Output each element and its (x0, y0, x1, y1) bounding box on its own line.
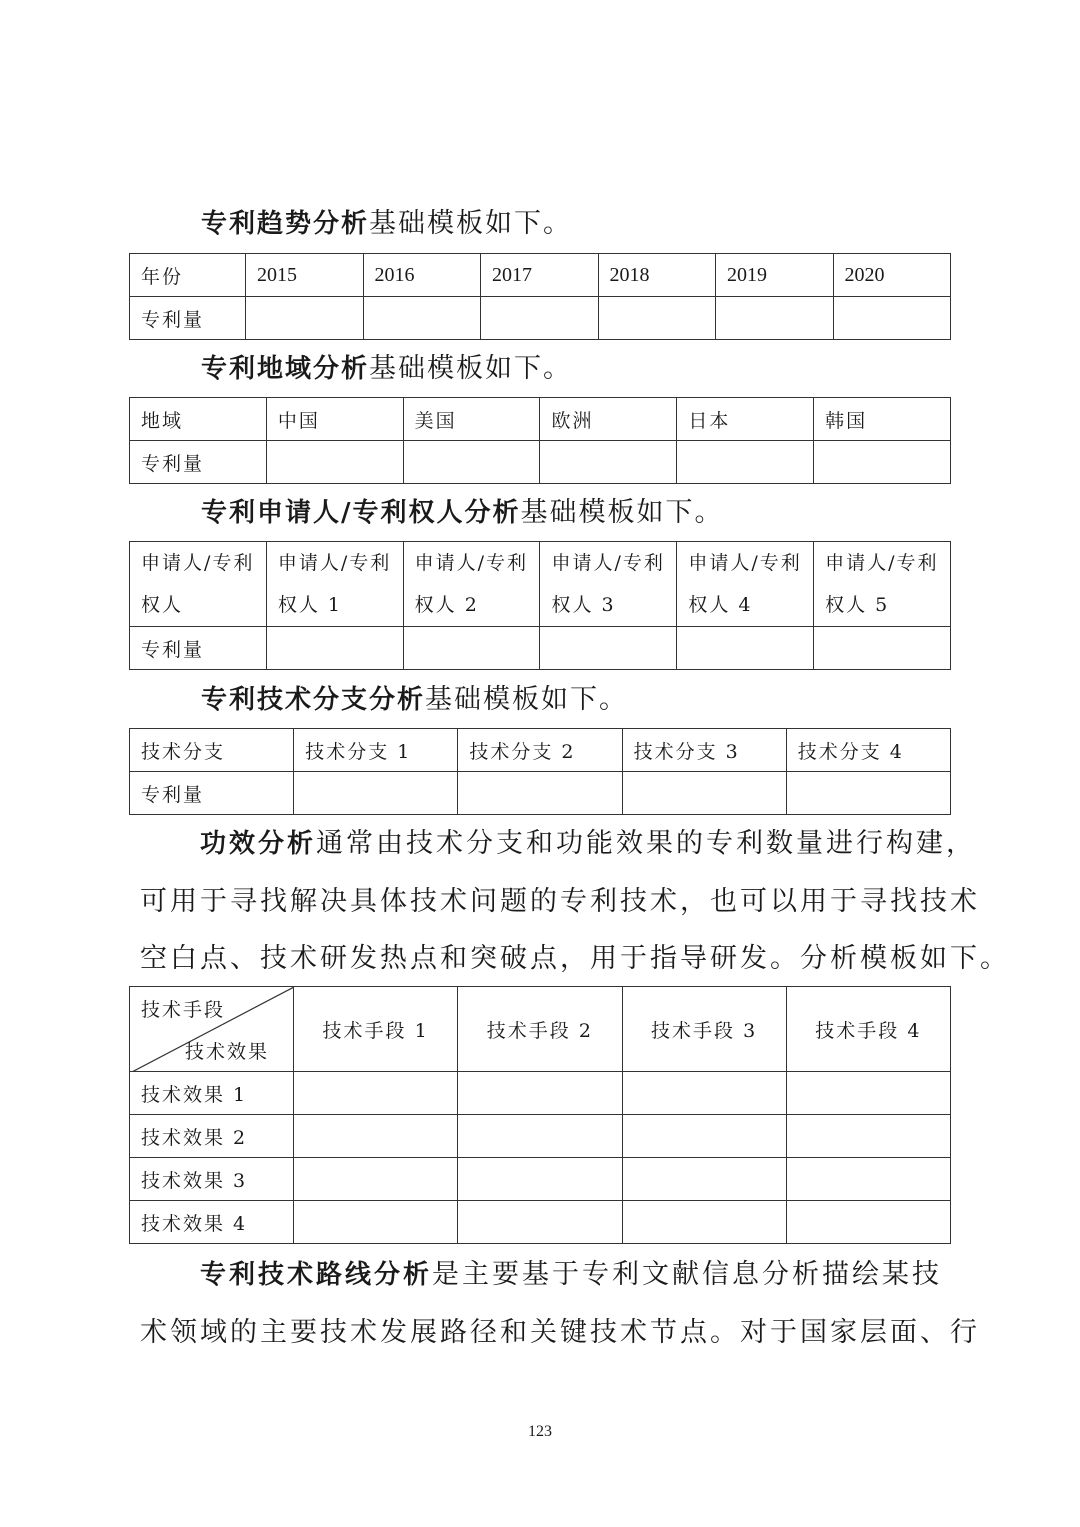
table-cell: 技术分支 2 (458, 729, 622, 772)
trend-heading-rest: 基础模板如下。 (369, 208, 573, 239)
empty-cell (786, 1201, 950, 1244)
table-cell: 技术分支 1 (294, 729, 458, 772)
table-cell: 技术分支 3 (622, 729, 786, 772)
region-table (129, 397, 951, 484)
table-cell: 技术手段 2 (458, 987, 622, 1072)
empty-cell (540, 441, 677, 484)
empty-cell (786, 1115, 950, 1158)
table-row (130, 627, 951, 670)
table-cell: 专利量 (130, 772, 294, 815)
route-bold: 专利技术路线分析 (200, 1260, 433, 1290)
empty-cell (363, 297, 481, 340)
table-cell: 年份 (130, 254, 246, 297)
table-cell: 2020 (833, 254, 951, 297)
empty-cell (677, 627, 814, 670)
table-cell: 技术分支 4 (786, 729, 950, 772)
table-row (130, 398, 951, 441)
diagonal-corner-cell (130, 987, 294, 1072)
route-paragraph (140, 1246, 980, 1361)
route-line1: 是主要基于专利文献信息分析描绘某技 (432, 1259, 943, 1290)
table-cell: 技术效果 1 (130, 1072, 294, 1115)
empty-cell (294, 772, 458, 815)
table-cell: 申请人/专利权人 4 (677, 542, 814, 627)
table-row (130, 1072, 951, 1115)
branch-table (129, 728, 951, 815)
table-cell: 2016 (363, 254, 481, 297)
table-row (130, 1201, 951, 1244)
region-heading-rest: 基础模板如下。 (369, 353, 573, 384)
empty-cell (458, 1201, 622, 1244)
table-cell: 技术手段 3 (622, 987, 786, 1072)
table-cell: 欧洲 (540, 398, 677, 441)
table-cell: 申请人/专利权人 5 (814, 542, 951, 627)
table-cell: 中国 (266, 398, 403, 441)
trend-heading (201, 206, 572, 242)
empty-cell (458, 772, 622, 815)
trend-table (129, 253, 951, 340)
empty-cell (458, 1072, 622, 1115)
empty-cell (716, 297, 834, 340)
table-cell: 专利量 (130, 297, 246, 340)
table-row (130, 772, 951, 815)
table-cell: 申请人/专利权人 (130, 542, 267, 627)
empty-cell (266, 441, 403, 484)
table-cell: 申请人/专利权人 3 (540, 542, 677, 627)
empty-cell (598, 297, 716, 340)
table-cell: 技术效果 4 (130, 1201, 294, 1244)
table-row (130, 297, 951, 340)
table-cell: 2017 (481, 254, 599, 297)
page-number: 123 (528, 1423, 552, 1440)
applicant-heading-bold: 专利申请人/专利权人分析 (201, 498, 521, 528)
efficacy-paragraph (140, 815, 1010, 987)
table-row (130, 254, 951, 297)
table-cell: 美国 (403, 398, 540, 441)
table-cell: 专利量 (130, 627, 267, 670)
empty-cell (786, 772, 950, 815)
efficacy-line3: 空白点、技术研发热点和突破点，用于指导研发。分析模板如下。 (140, 943, 1010, 974)
table-row (130, 441, 951, 484)
empty-cell (622, 1115, 786, 1158)
region-heading (201, 351, 572, 387)
branch-heading-bold: 专利技术分支分析 (201, 685, 426, 715)
table-cell: 技术效果 2 (130, 1115, 294, 1158)
empty-cell (814, 441, 951, 484)
efficacy-line1: 通常由技术分支和功能效果的专利数量进行构建， (316, 828, 977, 859)
empty-cell (403, 441, 540, 484)
table-cell: 技术效果 3 (130, 1158, 294, 1201)
empty-cell (458, 1115, 622, 1158)
empty-cell (786, 1072, 950, 1115)
table-cell: 2019 (716, 254, 834, 297)
corner-top-label: 技术手段 (141, 999, 226, 1021)
table-cell: 韩国 (814, 398, 951, 441)
trend-heading-bold: 专利趋势分析 (201, 209, 370, 239)
empty-cell (622, 1072, 786, 1115)
route-line2: 术领域的主要技术发展路径和关键技术节点。对于国家层面、行 (140, 1317, 980, 1348)
empty-cell (814, 627, 951, 670)
table-row (130, 1158, 951, 1201)
table-row (130, 987, 951, 1072)
table-row (130, 1115, 951, 1158)
empty-cell (481, 297, 599, 340)
table-row (130, 542, 951, 627)
applicant-heading (201, 495, 724, 531)
table-cell: 技术手段 1 (294, 987, 458, 1072)
table-cell: 申请人/专利权人 1 (266, 542, 403, 627)
empty-cell (294, 1072, 458, 1115)
table-cell: 技术分支 (130, 729, 294, 772)
empty-cell (458, 1158, 622, 1201)
table-row (130, 729, 951, 772)
empty-cell (622, 772, 786, 815)
table-cell: 日本 (677, 398, 814, 441)
table-cell: 申请人/专利权人 2 (403, 542, 540, 627)
applicant-heading-rest: 基础模板如下。 (520, 497, 724, 528)
efficacy-bold: 功效分析 (200, 829, 317, 859)
empty-cell (622, 1158, 786, 1201)
efficacy-line2: 可用于寻找解决具体技术问题的专利技术，也可以用于寻找技术 (140, 886, 980, 917)
corner-bottom-label: 技术效果 (185, 1041, 270, 1063)
branch-heading-rest: 基础模板如下。 (425, 684, 629, 715)
empty-cell (622, 1201, 786, 1244)
empty-cell (294, 1115, 458, 1158)
efficacy-table (129, 986, 951, 1244)
empty-cell (246, 297, 364, 340)
branch-heading (201, 682, 628, 718)
paragraph-line (140, 1246, 943, 1304)
empty-cell (266, 627, 403, 670)
table-cell: 2015 (246, 254, 364, 297)
empty-cell (403, 627, 540, 670)
empty-cell (294, 1201, 458, 1244)
empty-cell (786, 1158, 950, 1201)
region-heading-bold: 专利地域分析 (201, 354, 370, 384)
table-cell: 专利量 (130, 441, 267, 484)
empty-cell (540, 627, 677, 670)
applicant-table (129, 541, 951, 670)
table-cell: 地域 (130, 398, 267, 441)
empty-cell (294, 1158, 458, 1201)
paragraph-line (140, 815, 977, 873)
empty-cell (833, 297, 951, 340)
table-cell: 技术手段 4 (786, 987, 950, 1072)
table-cell: 2018 (598, 254, 716, 297)
empty-cell (677, 441, 814, 484)
